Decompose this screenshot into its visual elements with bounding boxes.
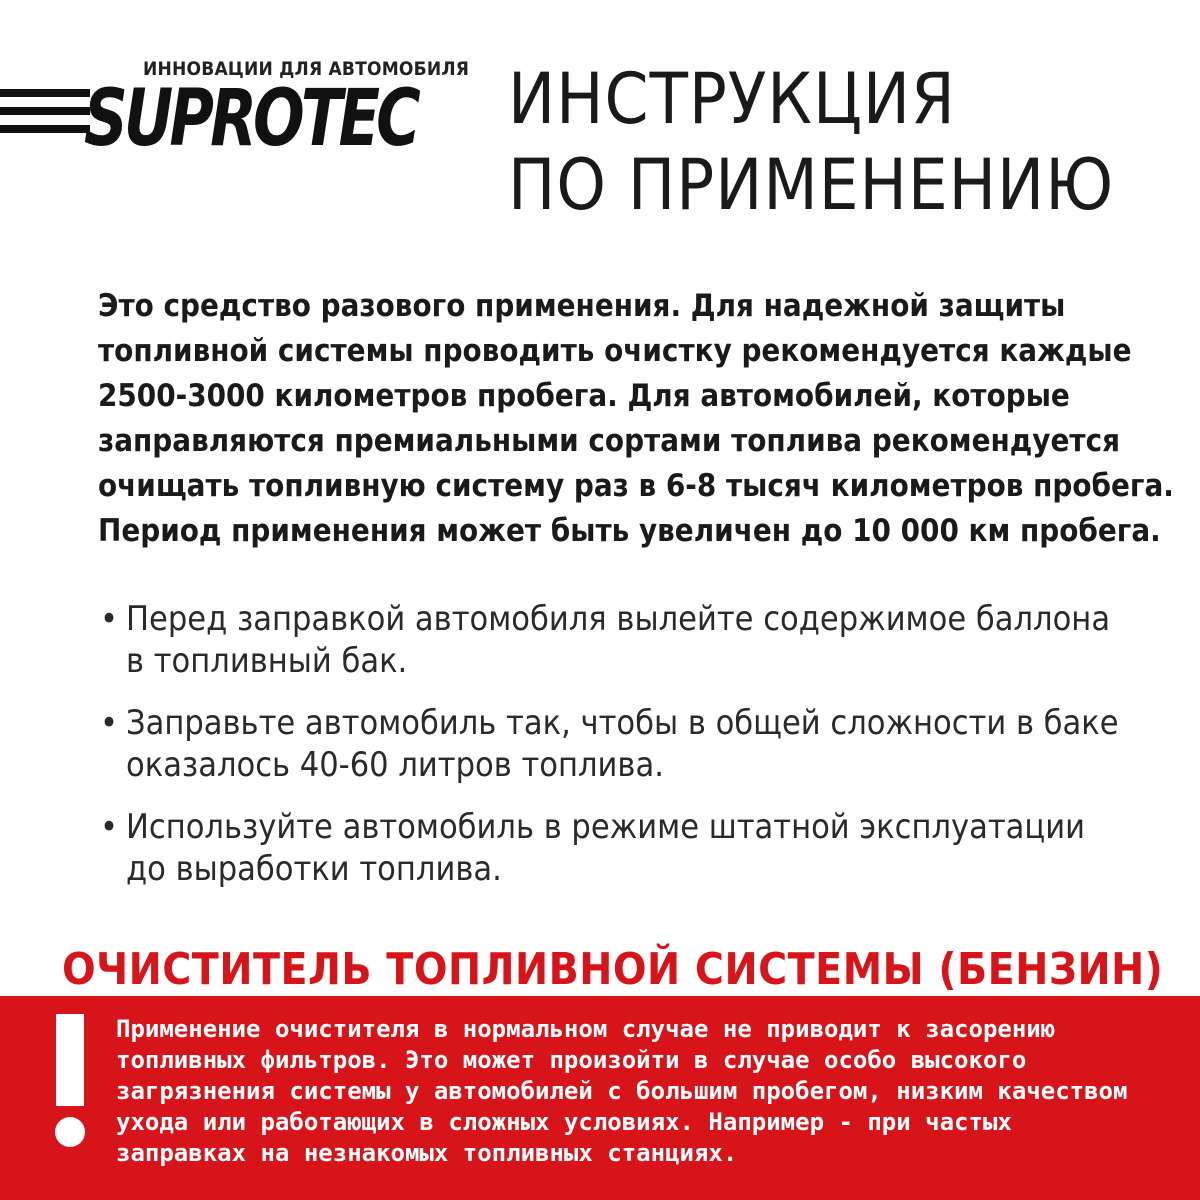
- intro-line: Это средство разового применения. Для надежной защиты: [98, 288, 1066, 324]
- step-text-line: в топливный бак.: [126, 641, 408, 681]
- intro-line: очищать топливную систему раз в 6-8 тысяч километров пробега.: [98, 468, 1174, 504]
- warning-line: заправках на незнакомых топливных станциях.: [116, 1139, 738, 1167]
- instruction-steps: [100, 598, 1180, 910]
- intro-line: Период применения может быть увеличен до 10 000 км пробега.: [98, 513, 1161, 549]
- page-title-line-2: ПО ПРИМЕНЕНИЮ: [508, 144, 1115, 226]
- bullet-icon: •: [100, 807, 119, 847]
- intro-line: топливной системы проводить очистку рекомендуется каждые: [98, 333, 1132, 369]
- step-text-line: Используйте автомобиль в режиме штатной эксплуатации: [126, 807, 1085, 847]
- intro-line: заправляются премиальными сортами топлива рекомендуется: [98, 423, 1121, 459]
- warning-line: Применение очистителя в нормальном случае не приводит к засорению: [116, 1015, 1056, 1043]
- page-title-line-1: ИНСТРУКЦИЯ: [508, 58, 956, 140]
- warning-line: загрязнения системы у автомобилей с большим пробегом, низким качеством: [116, 1077, 1128, 1105]
- exclamation-icon: [52, 1014, 88, 1154]
- brand-tagline: ИННОВАЦИИ ДЛЯ АВТОМОБИЛЯ: [143, 58, 470, 80]
- intro-paragraph: [98, 284, 1178, 554]
- step-text-line: Заправьте автомобиль так, чтобы в общей сложности в баке: [126, 703, 1119, 743]
- warning-line: топливных фильтров. Это может произойти в случае особо высокого: [116, 1046, 1027, 1074]
- warning-line: ухода или работающих в сложных условиях. Например - при частых: [116, 1108, 1012, 1136]
- step-text-line: Перед заправкой автомобиля вылейте содержимое баллона: [126, 599, 1111, 639]
- instruction-step: [100, 598, 1180, 682]
- instruction-step: [100, 806, 1180, 890]
- step-text-line: оказалось 40-60 литров топлива.: [126, 745, 664, 785]
- step-text-line: до выработки топлива.: [126, 849, 502, 889]
- product-title: ОЧИСТИТЕЛЬ ТОПЛИВНОЙ СИСТЕМЫ (БЕНЗИН): [62, 944, 1164, 995]
- bullet-icon: •: [100, 599, 119, 639]
- warning-banner: [0, 996, 1200, 1200]
- page-title: [508, 56, 1168, 228]
- instruction-step: [100, 702, 1180, 786]
- intro-line: 2500-3000 километров пробега. Для автомобилей, которые: [98, 378, 1070, 414]
- bullet-icon: •: [100, 703, 119, 743]
- warning-text: [116, 1014, 1186, 1169]
- header: [0, 0, 1200, 230]
- brand-logo: SUPROTEC: [84, 74, 417, 164]
